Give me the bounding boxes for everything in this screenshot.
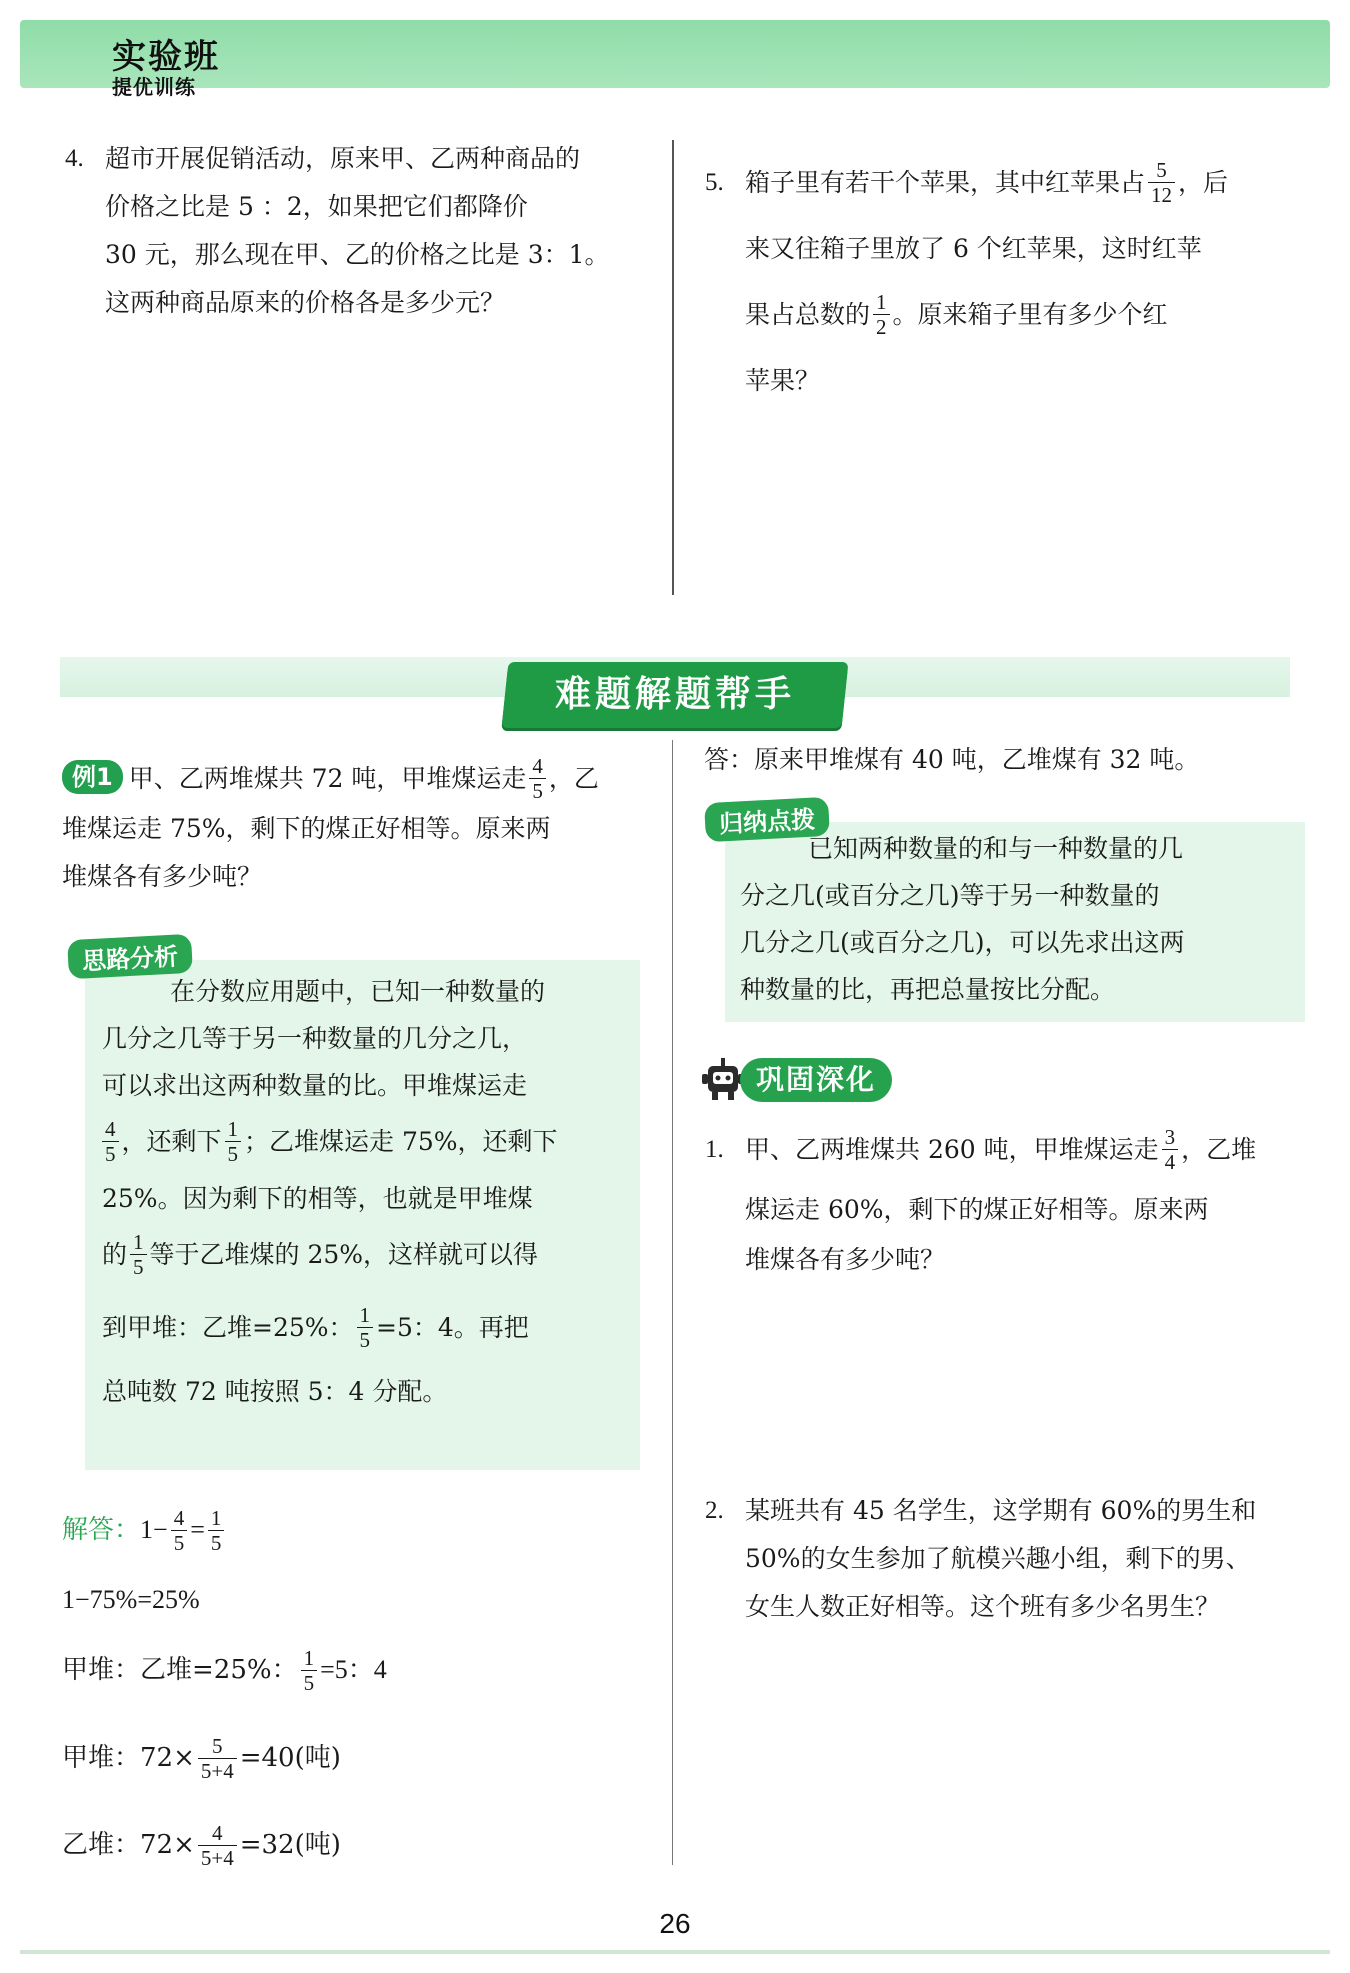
top-column-divider: [672, 140, 674, 595]
fraction: [171, 1506, 188, 1555]
text: =32(吨): [239, 1830, 341, 1860]
cq1-line-2: 煤运走 60%，剩下的煤正好相等。原来两: [745, 1195, 1209, 1224]
summary-line-1: 已知两种数量的和与一种数量的几: [808, 834, 1184, 863]
example-tag: 例1: [62, 760, 123, 794]
text: =: [190, 1515, 205, 1544]
numerator: 1: [301, 1646, 318, 1671]
text: 乙堆：72×: [62, 1830, 195, 1860]
question-number: 5.: [705, 169, 724, 196]
text: 的: [102, 1240, 128, 1269]
cq2-line-3: 女生人数正好相等。这个班有多少名男生？: [745, 1592, 1221, 1621]
solution-line-2: 1−75%=25%: [62, 1585, 200, 1614]
analysis-line-5: 25%。因为剩下的相等，也就是甲堆煤: [102, 1184, 533, 1213]
text: ，乙堆: [1181, 1135, 1257, 1164]
summary-label: 归纳点拨: [704, 797, 830, 842]
consolidate-heading: 巩固深化: [740, 1058, 892, 1102]
fraction: [529, 754, 546, 803]
text: =5：4。再把: [376, 1313, 529, 1342]
fraction: [357, 1303, 374, 1352]
brand-title: 实验班: [112, 37, 220, 77]
text: 箱子里有若干个苹果，其中红苹果占: [745, 168, 1146, 197]
text: =5：4: [320, 1655, 387, 1684]
fraction: [208, 1506, 225, 1555]
analysis-line-2: 几分之几等于另一种数量的几分之几，: [102, 1024, 528, 1053]
summary-text: [740, 825, 1300, 1013]
text: ，还剩下: [121, 1127, 222, 1156]
example-1: [62, 755, 662, 901]
text: 。原来箱子里有多少个红: [892, 300, 1168, 329]
bottom-column-divider: [672, 740, 673, 1865]
denominator: 12: [1151, 183, 1173, 207]
answer-line: 答：原来甲堆煤有 40 吨，乙堆煤有 32 吨。: [704, 745, 1200, 774]
cq2-line-2: 50%的女生参加了航模兴趣小组，剩下的男、: [745, 1544, 1251, 1573]
question-4: [65, 135, 665, 327]
question-number: 2.: [705, 1497, 724, 1524]
consolidate-question-1: [705, 1120, 1315, 1280]
q5-line-4: 苹果？: [745, 366, 821, 395]
denominator: 5: [359, 1328, 371, 1352]
fraction: [1162, 1125, 1179, 1174]
analysis-line-4: [102, 1109, 632, 1175]
fraction: [102, 1117, 119, 1166]
text: 甲、乙两堆煤共 72 吨，甲堆煤运走: [128, 764, 527, 793]
denominator: 5: [303, 1670, 315, 1695]
cq2-line-1: 某班共有 45 名学生，这学期有 60%的男生和: [745, 1496, 1257, 1525]
text: 1−: [140, 1515, 168, 1544]
numerator: 5: [198, 1734, 237, 1759]
text: 等于乙堆煤的 25%，这样就可以得: [149, 1240, 539, 1269]
cq1-line-1: [745, 1120, 1315, 1180]
bottom-bar: [20, 1950, 1330, 1954]
denominator: 5+4: [200, 1845, 234, 1870]
analysis-line-8: 总吨数 72 吨按照 5：4 分配。: [102, 1377, 448, 1406]
summary-line-3: 几分之几(或百分之几)，可以先求出这两: [740, 928, 1185, 957]
numerator: 1: [225, 1117, 242, 1142]
denominator: 5: [227, 1142, 239, 1166]
brand-subtitle: 提优训练: [112, 75, 196, 99]
numerator: 4: [171, 1506, 188, 1531]
q4-line-2: 价格之比是 5 ：2，如果把它们都降价: [105, 192, 528, 221]
numerator: 4: [102, 1117, 119, 1142]
analysis-label: 思路分析: [67, 934, 193, 979]
numerator: 4: [529, 754, 546, 779]
analysis-text: [102, 968, 632, 1415]
cq1-line-3: 堆煤各有多少吨？: [745, 1245, 946, 1274]
denominator: 5: [173, 1530, 185, 1555]
analysis-line-7: [102, 1288, 632, 1368]
analysis-line-1: 在分数应用题中，已知一种数量的: [170, 977, 546, 1006]
fraction: [198, 1734, 237, 1783]
analysis-line-6: [102, 1222, 632, 1288]
text: 果占总数的: [745, 300, 871, 329]
section-title: 难题解题帮手: [554, 674, 795, 715]
q5-line-3: [745, 282, 1305, 348]
consolidate-question-2: [705, 1487, 1335, 1631]
solution-line-5: [62, 1815, 341, 1875]
denominator: 5: [105, 1142, 116, 1166]
numerator: 5: [1148, 158, 1175, 183]
fraction: [1148, 158, 1175, 207]
summary-line-4: 种数量的比，再把总量按比分配。: [740, 975, 1116, 1004]
q4-line-4: 这两种商品原来的价格各是多少元？: [105, 288, 506, 317]
fraction: [301, 1646, 318, 1695]
numerator: 3: [1162, 1125, 1179, 1150]
summary-line-2: 分之几(或百分之几)等于另一种数量的: [740, 881, 1160, 910]
text: =40(吨): [239, 1743, 341, 1773]
solution-label: 解答：: [62, 1515, 141, 1545]
text: 到甲堆：乙堆=25%：: [102, 1313, 354, 1342]
question-number: 1.: [705, 1136, 724, 1163]
example-line-1: [62, 755, 662, 805]
denominator: 5: [133, 1255, 144, 1279]
text: 甲堆：乙堆=25%：: [62, 1655, 298, 1685]
page-number: 26: [659, 1908, 691, 1939]
question-5: [705, 150, 1305, 414]
text: 甲、乙两堆煤共 260 吨，甲堆煤运走: [745, 1135, 1159, 1164]
denominator: 5+4: [200, 1758, 234, 1783]
numerator: 1: [873, 290, 890, 315]
example-line-2: 堆煤运走 75%，剩下的煤正好相等。原来两: [62, 814, 551, 843]
q4-line-3: 30 元，那么现在甲、乙的价格之比是 3：1。: [105, 240, 610, 269]
numerator: 1: [357, 1303, 374, 1328]
fraction: [225, 1117, 242, 1166]
numerator: 1: [130, 1230, 147, 1255]
numerator: 1: [208, 1506, 225, 1531]
denominator: 2: [876, 315, 887, 339]
example-line-3: 堆煤各有多少吨？: [62, 862, 263, 891]
analysis-line-3: 可以求出这两种数量的比。甲堆煤运走: [102, 1071, 528, 1100]
q5-line-1: [745, 150, 1305, 216]
text: 甲堆：72×: [62, 1743, 195, 1773]
solution-line-1: [62, 1500, 227, 1560]
q5-line-2: 来又往箱子里放了 6 个红苹果，这时红苹: [745, 234, 1202, 263]
solution-line-4: [62, 1728, 341, 1788]
denominator: 5: [210, 1530, 222, 1555]
text: ；乙堆煤运走 75%，还剩下: [244, 1127, 558, 1156]
fraction: [198, 1821, 237, 1870]
solution-line-3: [62, 1640, 387, 1700]
text: ，后: [1178, 168, 1229, 197]
q4-line-1: 超市开展促销活动，原来甲、乙两种商品的: [105, 144, 581, 173]
question-number: 4.: [65, 145, 84, 172]
text: ，乙: [548, 764, 599, 793]
fraction: [130, 1230, 147, 1279]
denominator: 4: [1164, 1150, 1176, 1174]
brand-logo: [112, 38, 220, 98]
numerator: 4: [198, 1821, 237, 1846]
denominator: 5: [532, 779, 543, 803]
fraction: [873, 290, 890, 339]
